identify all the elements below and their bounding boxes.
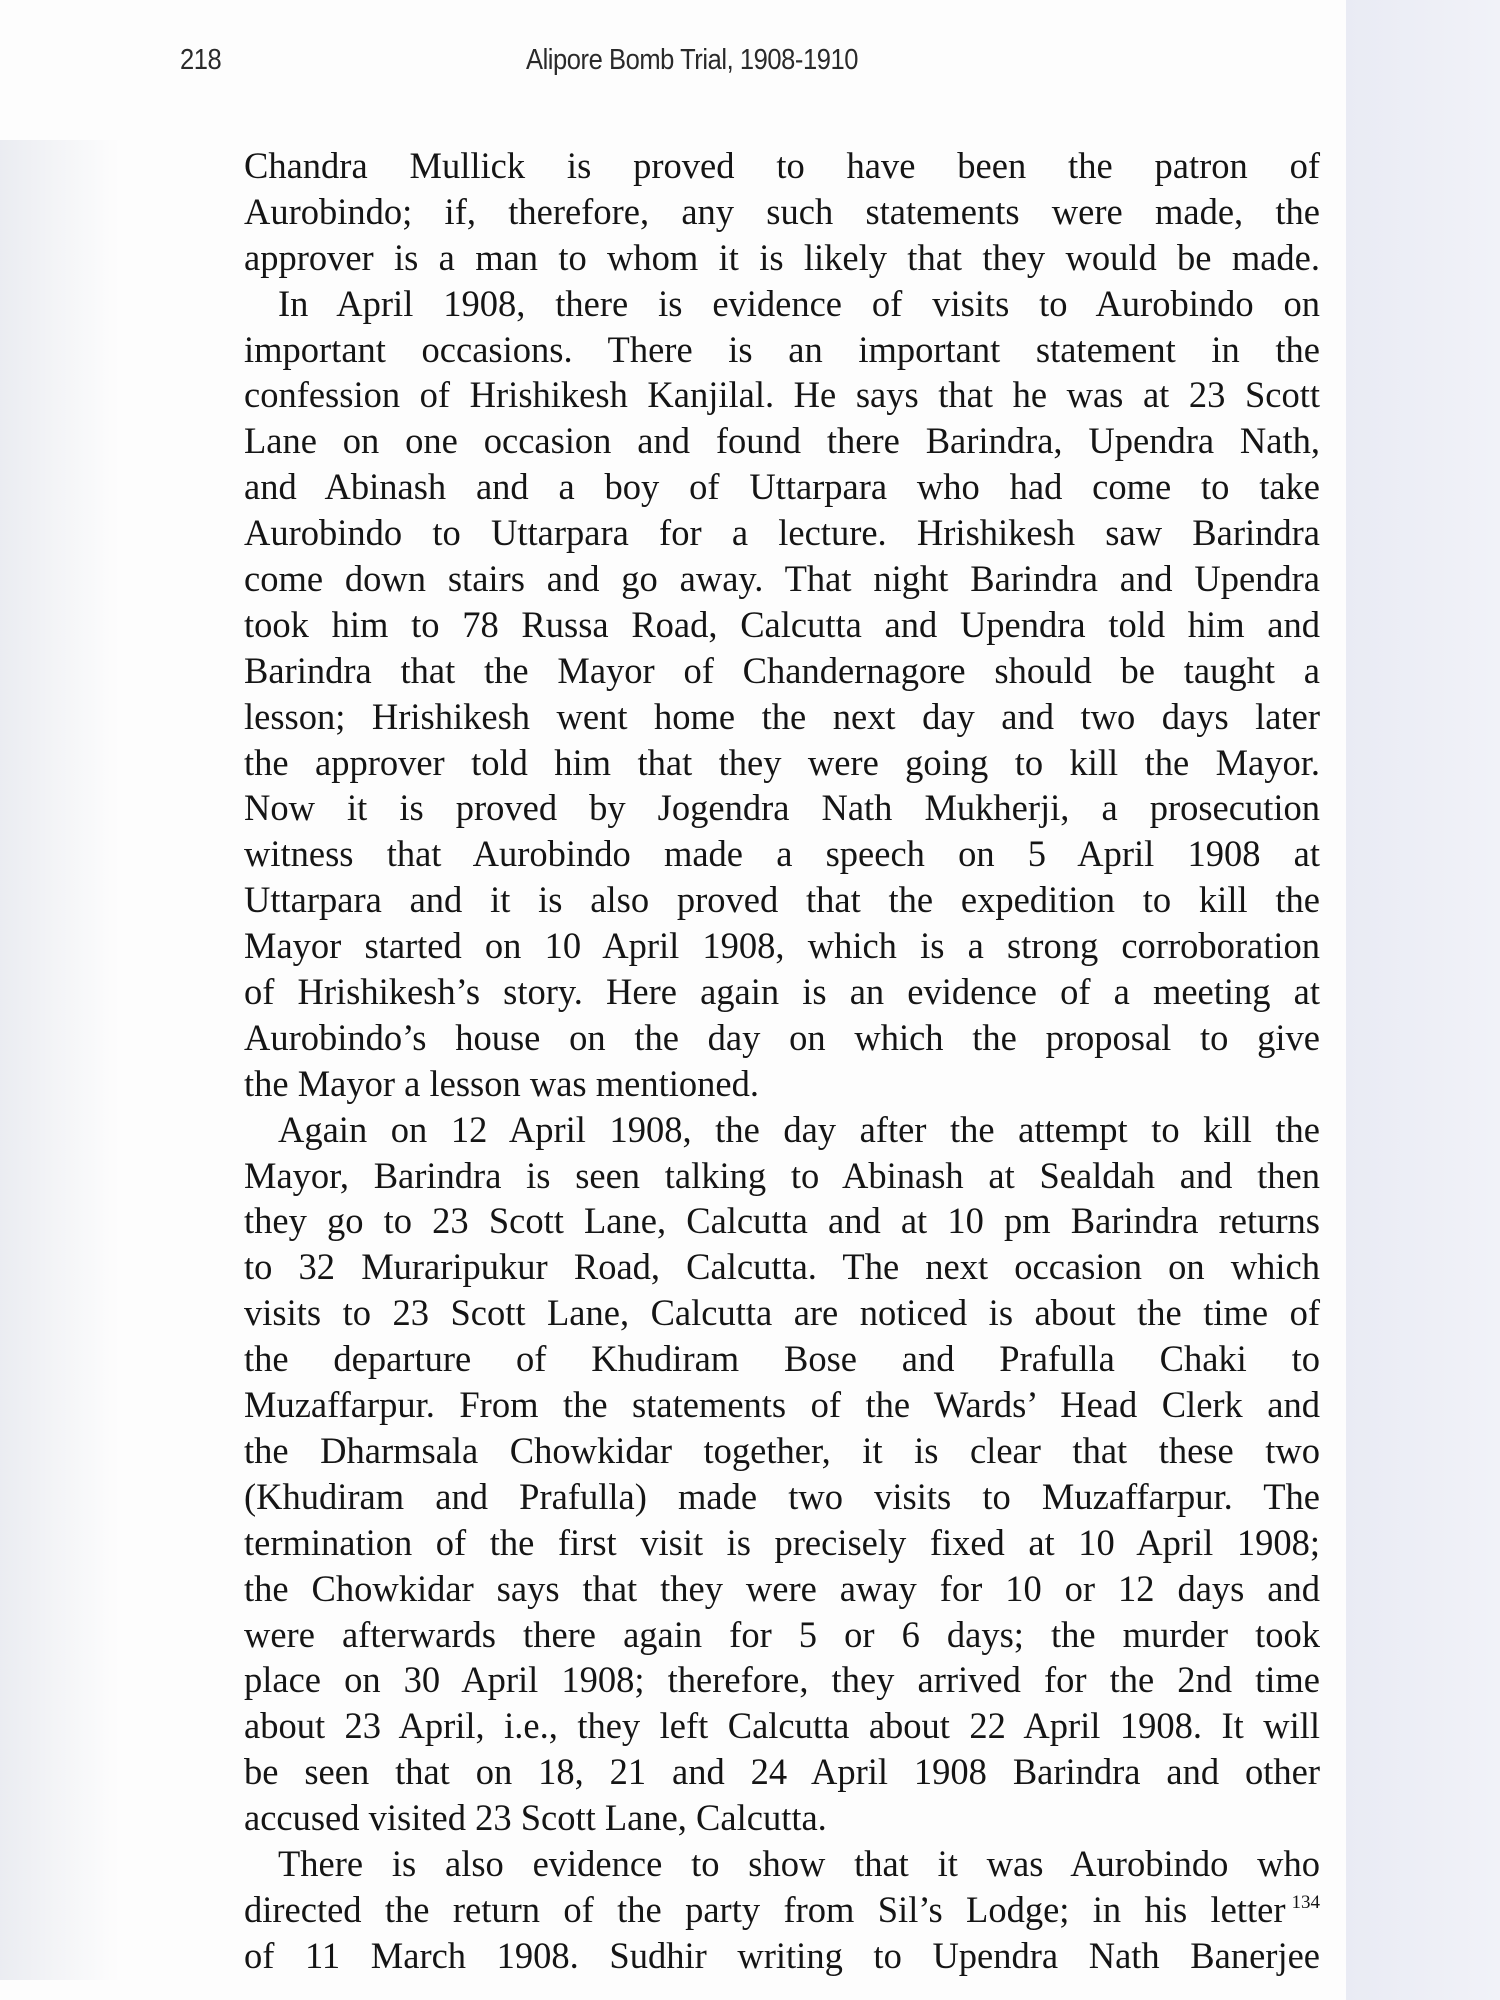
footnote-marker: 134	[1291, 1891, 1320, 1913]
text-line	[244, 327, 1320, 373]
text-line	[244, 189, 1320, 235]
text-line	[244, 1657, 1320, 1703]
line-text: and Abinash and a boy of Uttarpara who had come to take	[244, 466, 1320, 508]
line-text: Again on 12 April 1908, the day after the attempt to kill the	[278, 1108, 1320, 1150]
text-line	[244, 877, 1320, 923]
text-line	[244, 281, 1320, 327]
line-text: Uttarpara and it is also proved that the expedition to kill the	[244, 879, 1320, 921]
line-text: be seen that on 18, 21 and 24 April 1908 Barindra and other	[244, 1751, 1320, 1793]
line-text: the Mayor a lesson was mentioned.	[244, 1062, 759, 1104]
line-text: come down stairs and go away. That night Barindra and Upendra	[244, 558, 1320, 600]
text-line	[244, 602, 1320, 648]
line-text: of 11 March 1908. Sudhir writing to Upendra Nath Banerjee	[244, 1934, 1320, 1976]
text-line	[244, 1749, 1320, 1795]
text-line	[244, 1107, 1320, 1153]
line-text: termination of the first visit is precisely fixed at 10 April 1908;	[244, 1521, 1320, 1563]
line-text: visits to 23 Scott Lane, Calcutta are noticed is about the time of	[244, 1292, 1320, 1334]
text-line	[244, 923, 1320, 969]
text-line	[244, 1153, 1320, 1199]
line-text: Barindra that the Mayor of Chandernagore should be taught a	[244, 649, 1320, 691]
line-text: witness that Aurobindo made a speech on 5 April 1908 at	[244, 833, 1320, 875]
line-text: Mayor, Barindra is seen talking to Abinash at Sealdah and then	[244, 1154, 1320, 1196]
text-line	[244, 694, 1320, 740]
line-text: Mayor started on 10 April 1908, which is a strong corroboration	[244, 925, 1320, 967]
text-line	[244, 1566, 1320, 1612]
body-text	[244, 143, 1320, 1979]
line-text: about 23 April, i.e., they left Calcutta about 22 April 1908. It will	[244, 1705, 1320, 1747]
line-text: confession of Hrishikesh Kanjilal. He says that he was at 23 Scott	[244, 374, 1320, 416]
line-text: Now it is proved by Jogendra Nath Mukherji, a prosecution	[244, 787, 1320, 829]
page-margin-background	[1346, 0, 1500, 2000]
line-text: directed the return of the party from Sil’s Lodge; in his letter	[244, 1888, 1286, 1930]
bleed-through-shadow	[0, 140, 120, 1980]
text-line	[244, 418, 1320, 464]
text-line	[244, 1015, 1320, 1061]
line-text: the Dharmsala Chowkidar together, it is clear that these two	[244, 1429, 1320, 1471]
text-line	[244, 1703, 1320, 1749]
line-text: Lane on one occasion and found there Barindra, Upendra Nath,	[244, 420, 1320, 462]
text-line	[244, 464, 1320, 510]
line-text: accused visited 23 Scott Lane, Calcutta.	[244, 1797, 827, 1839]
line-text: There is also evidence to show that it was Aurobindo who	[278, 1842, 1320, 1884]
line-text: approver is a man to whom it is likely that they would be made.	[244, 236, 1320, 278]
text-line	[244, 1841, 1320, 1887]
text-line	[244, 785, 1320, 831]
text-line	[244, 372, 1320, 418]
line-text: the departure of Khudiram Bose and Prafulla Chaki to	[244, 1338, 1320, 1380]
line-text: the approver told him that they were going to kill the Mayor.	[244, 741, 1320, 783]
line-text: took him to 78 Russa Road, Calcutta and Upendra told him and	[244, 603, 1320, 645]
line-text: In April 1908, there is evidence of visits to Aurobindo on	[278, 282, 1320, 324]
text-line	[244, 1428, 1320, 1474]
line-text: Aurobindo’s house on the day on which the proposal to give	[244, 1016, 1320, 1058]
text-line	[244, 1290, 1320, 1336]
line-text: the Chowkidar says that they were away for 10 or 12 days and	[244, 1567, 1320, 1609]
text-line	[244, 1474, 1320, 1520]
text-line	[244, 556, 1320, 602]
line-text: they go to 23 Scott Lane, Calcutta and at 10 pm Barindra returns	[244, 1200, 1320, 1242]
text-line	[244, 648, 1320, 694]
line-text: place on 30 April 1908; therefore, they arrived for the 2nd time	[244, 1659, 1320, 1701]
line-text: Aurobindo to Uttarpara for a lecture. Hrishikesh saw Barindra	[244, 512, 1320, 554]
line-text: to 32 Muraripukur Road, Calcutta. The next occasion on which	[244, 1246, 1320, 1288]
text-line	[244, 740, 1320, 786]
text-line	[244, 831, 1320, 877]
line-text: lesson; Hrishikesh went home the next day and two days later	[244, 695, 1320, 737]
text-line	[244, 1887, 1320, 1933]
text-line	[244, 1336, 1320, 1382]
line-text: Aurobindo; if, therefore, any such statements were made, the	[244, 190, 1320, 232]
line-text: important occasions. There is an important statement in the	[244, 328, 1320, 370]
running-title: Alipore Bomb Trial, 1908-1910	[526, 44, 858, 76]
text-line	[244, 1382, 1320, 1428]
page-number: 218	[180, 44, 222, 76]
text-line	[244, 235, 1320, 281]
text-line	[244, 143, 1320, 189]
line-text: (Khudiram and Prafulla) made two visits to Muzaffarpur. The	[244, 1475, 1320, 1517]
text-line	[244, 1520, 1320, 1566]
text-line	[244, 1612, 1320, 1658]
line-text: Chandra Mullick is proved to have been the patron of	[244, 145, 1320, 186]
line-text: of Hrishikesh’s story. Here again is an evidence of a meeting at	[244, 971, 1320, 1013]
text-line	[244, 1198, 1320, 1244]
text-line	[244, 1795, 1320, 1841]
text-line	[244, 1933, 1320, 1979]
line-text: Muzaffarpur. From the statements of the Wards’ Head Clerk and	[244, 1384, 1320, 1426]
text-line	[244, 969, 1320, 1015]
text-line	[244, 510, 1320, 556]
text-line	[244, 1061, 1320, 1107]
line-text: were afterwards there again for 5 or 6 days; the murder took	[244, 1613, 1320, 1655]
text-line	[244, 1244, 1320, 1290]
